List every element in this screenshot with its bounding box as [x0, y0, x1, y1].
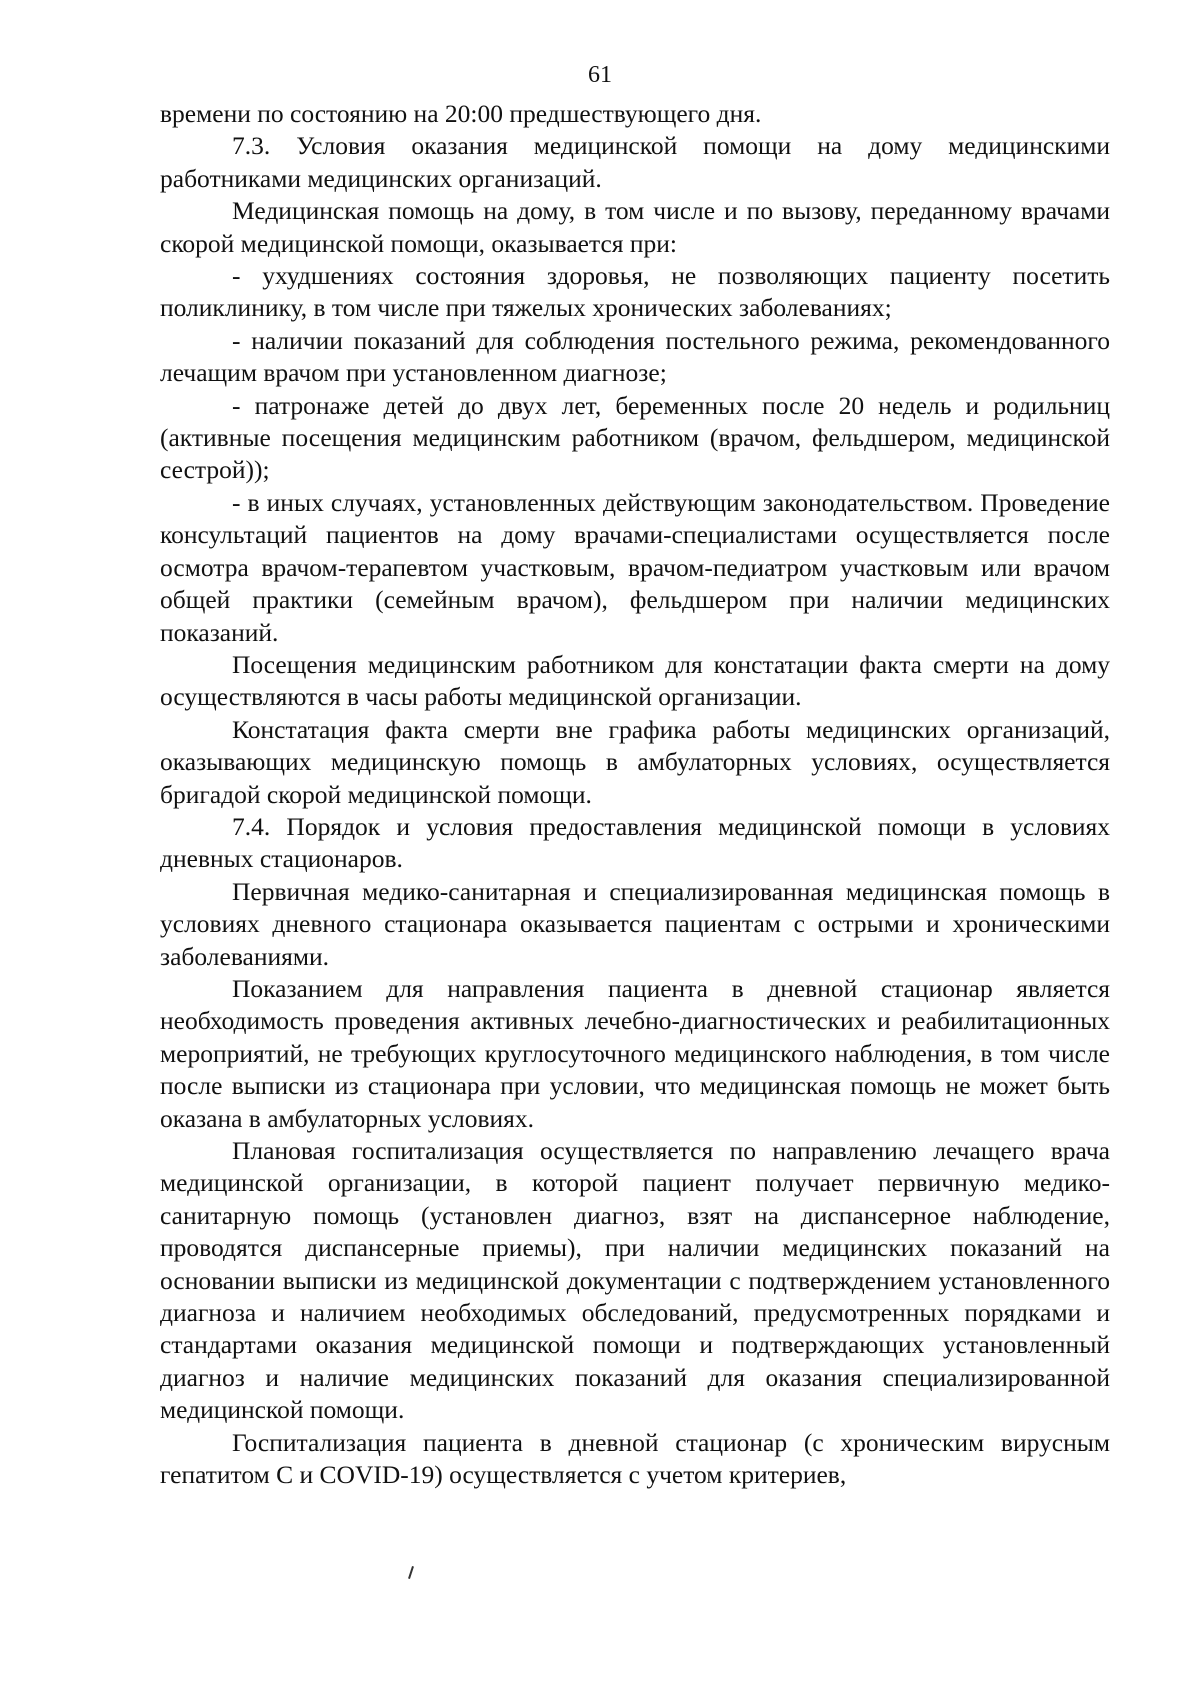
paragraph-home-care-intro: Медицинская помощь на дому, в том числе и по вызову, переданному врачами скорой медицинской помощи, оказывается при: [160, 196, 1110, 258]
list-item-bed-rest: - наличии показаний для соблюдения постельного режима, рекомендованного лечащим врачом при установленном диагнозе; [160, 325, 1110, 388]
section-heading-7-4: 7.4. Порядок и условия предоставления медицинской помощи в условиях дневных стационаров. [160, 811, 1110, 874]
list-item-other-cases: - в иных случаях, установленных действующим законодательством. Проведение консультаций пациентов на дому врачами-специалистами осуществляется после осмотра врачом-терапевтом участковым, врачом-педиатром участковым или врачом общей практики (семейным врачом), фельдшером при наличии медицинских показаний. [160, 487, 1110, 647]
paragraph-day-hospital-indication: Показанием для направления пациента в дневной стационар является необходимость проведения активных лечебно-диагностических и реабилитационных мероприятий, не требующих круглосуточного медицинского наблюдения, в том числе после выписки из стационара при условии, что медицинская помощь не может быть оказана в амбулаторных условиях. [160, 973, 1110, 1133]
paragraph-day-hospital-care: Первичная медико-санитарная и специализированная медицинская помощь в условиях дневного стационара оказывается пациентам с острыми и хроническими заболеваниями. [160, 876, 1110, 971]
paragraph-continuation: времени по состоянию на 20:00 предшествующего дня. [160, 99, 762, 128]
paragraph-planned-hospitalization: Плановая госпитализация осуществляется по направлению лечащего врача медицинской организации, в которой пациент получает первичную медико-санитарную помощь (установлен диагноз, взят на диспансерное наблюдение, проводятся диспансерные приемы), при наличии медицинских показаний на основании выписки из медицинской документации с подтверждением установленного диагноза и наличием необходимых обследований, предусмотренных порядками и стандартами оказания медицинской помощи и подтверждающих установленный диагноз и наличие медицинских показаний для оказания специализированной медицинской помощи. [160, 1136, 1110, 1425]
paragraph-death-after-hours: Констатация факта смерти вне графика работы медицинских организаций, оказывающих медицинскую помощь в амбулаторных условиях, осуществляется бригадой скорой медицинской помощи. [160, 714, 1110, 809]
paragraph-death-visits: Посещения медицинским работником для констатации факта смерти на дому осуществляются в часы работы медицинской организации. [160, 649, 1110, 712]
list-item-patronage: - патронаже детей до двух лет, беременных после 20 недель и родильниц (активные посещения медицинским работником (врачом, фельдшером, медицинской сестрой)); [160, 390, 1110, 485]
document-body [160, 98, 1110, 1491]
section-heading-7-3: 7.3. Условия оказания медицинской помощи на дому медицинскими работниками медицинских организаций. [160, 131, 1110, 193]
paragraph-hepatitis-covid: Госпитализация пациента в дневной стационар (с хроническим вирусным гепатитом С и COVID-19) осуществляется с учетом критериев, [160, 1427, 1110, 1490]
list-item-health-deterioration: - ухудшениях состояния здоровья, не позволяющих пациенту посетить поликлинику, в том числе при тяжелых хронических заболеваниях; [160, 261, 1110, 323]
page-number: 61 [588, 62, 612, 88]
scan-artifact-mark [408, 1566, 414, 1579]
